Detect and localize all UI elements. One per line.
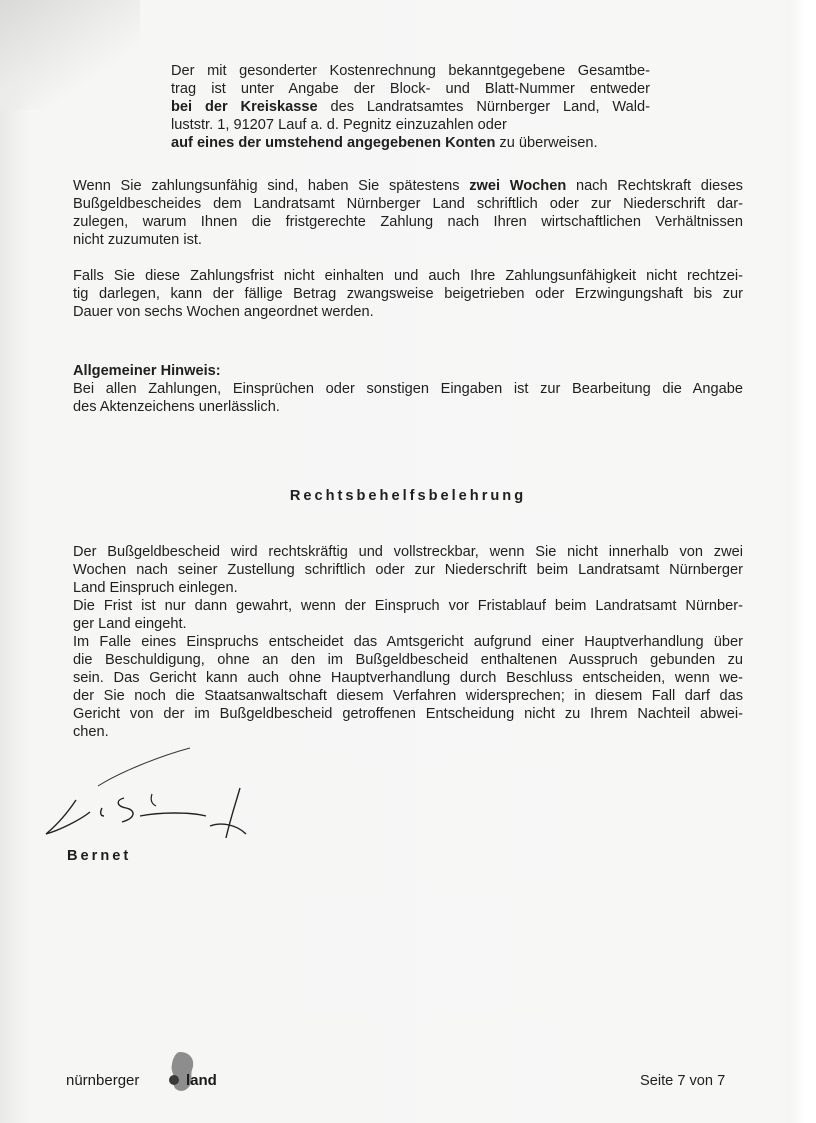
- insolvency-line-1: Wenn Sie zahlungsunfähig sind, haben Sie spätestens zwei Wochen nach Rechtskraft dieses: [73, 178, 743, 194]
- legal-line-2: Wochen nach seiner Zustellung schriftlich oder zur Niederschrift beim Landratsamt Nürnberger: [73, 562, 743, 578]
- page-edge: [788, 0, 816, 1123]
- payment-line-2: trag ist unter Angabe der Block- und Blatt-Nummer entweder: [171, 81, 650, 97]
- legal-line-7: die Beschuldigung, ohne an den im Bußgeldbescheid enthaltenen Ausspruch gebunden zu: [73, 652, 743, 668]
- signer-name: Bernet: [67, 848, 132, 864]
- legal-line-8: sein. Das Gericht kann auch ohne Hauptverhandlung durch Beschluss entscheiden, wenn we-: [73, 670, 743, 686]
- konten-bold: auf eines der umstehend angegebenen Konten: [171, 135, 496, 151]
- general-note-line-2: des Aktenzeichens unerlässlich.: [73, 399, 280, 415]
- general-note-heading: Allgemeiner Hinweis:: [73, 363, 221, 379]
- legal-line-11: chen.: [73, 724, 109, 740]
- legal-line-6: Im Falle eines Einspruchs entscheidet das Amtsgericht aufgrund einer Hauptverhandlung über: [73, 634, 743, 650]
- logo-text-left: nürnberger: [66, 1072, 140, 1089]
- legal-remedy-heading: Rechtsbehelfsbelehrung: [289, 488, 527, 504]
- zwei-wochen-bold: zwei Wochen: [469, 178, 567, 194]
- kreiskasse-bold: bei der Kreiskasse: [171, 99, 318, 115]
- insolvency-line-3: zulegen, warum Ihnen die fristgerechte Zahlung nach Ihren wirtschaftlichen Verhältnissen: [73, 214, 743, 230]
- legal-line-9: der Sie noch die Staatsanwaltschaft diesem Verfahren widersprechen; in diesem Fall darf das: [73, 688, 743, 704]
- logo-text-right: land: [186, 1072, 217, 1089]
- payment-line-1: Der mit gesonderter Kostenrechnung bekanntgegebene Gesamtbe-: [171, 63, 650, 79]
- legal-line-5: ger Land eingeht.: [73, 616, 187, 632]
- payment-paragraph: [171, 62, 650, 152]
- deadline-line-1: Falls Sie diese Zahlungsfrist nicht einhalten und auch Ihre Zahlungsunfähigkeit nicht rechtzei-: [73, 268, 743, 284]
- deadline-line-2: tig darlegen, kann der fällige Betrag zwangsweise beigetrieben oder Erzwingungshaft bis zur: [73, 286, 743, 302]
- legal-remedy-paragraph: [73, 543, 743, 741]
- nuernberger-land-logo: [66, 1050, 236, 1094]
- legal-line-3: Land Einspruch einlegen.: [73, 580, 238, 596]
- insolvency-line-2: Bußgeldbescheides dem Landratsamt Nürnberger Land schriftlich oder zur Niederschrift dar-: [73, 196, 743, 212]
- deadline-paragraph: [73, 267, 743, 321]
- handwritten-signature: [40, 742, 260, 842]
- legal-line-10: Gericht von der im Bußgeldbescheid getroffenen Entscheidung nicht zu Ihrem Nachteil abwei-: [73, 706, 743, 722]
- insolvency-line-4: nicht zuzumuten ist.: [73, 232, 202, 248]
- payment-line-3: bei der Kreiskasse des Landratsamtes Nürnberger Land, Wald-: [171, 99, 650, 115]
- general-note-line-1: Bei allen Zahlungen, Einsprüchen oder sonstigen Eingaben ist zur Bearbeitung die Angabe: [73, 381, 743, 397]
- deadline-line-3: Dauer von sechs Wochen angeordnet werden.: [73, 304, 374, 320]
- payment-line-4: luststr. 1, 91207 Lauf a. d. Pegnitz einzuzahlen oder: [171, 117, 507, 133]
- payment-line-5: auf eines der umstehend angegebenen Konten zu überweisen.: [171, 135, 598, 151]
- general-note: [73, 362, 743, 416]
- insolvency-paragraph: [73, 177, 743, 249]
- legal-line-1: Der Bußgeldbescheid wird rechtskräftig und vollstreckbar, wenn Sie nicht innerhalb von zwei: [73, 544, 743, 560]
- page-fold-shadow: [0, 0, 140, 110]
- page-number: Seite 7 von 7: [640, 1073, 726, 1089]
- legal-line-4: Die Frist ist nur dann gewahrt, wenn der Einspruch vor Fristablauf beim Landratsamt Nürnber-: [73, 598, 743, 614]
